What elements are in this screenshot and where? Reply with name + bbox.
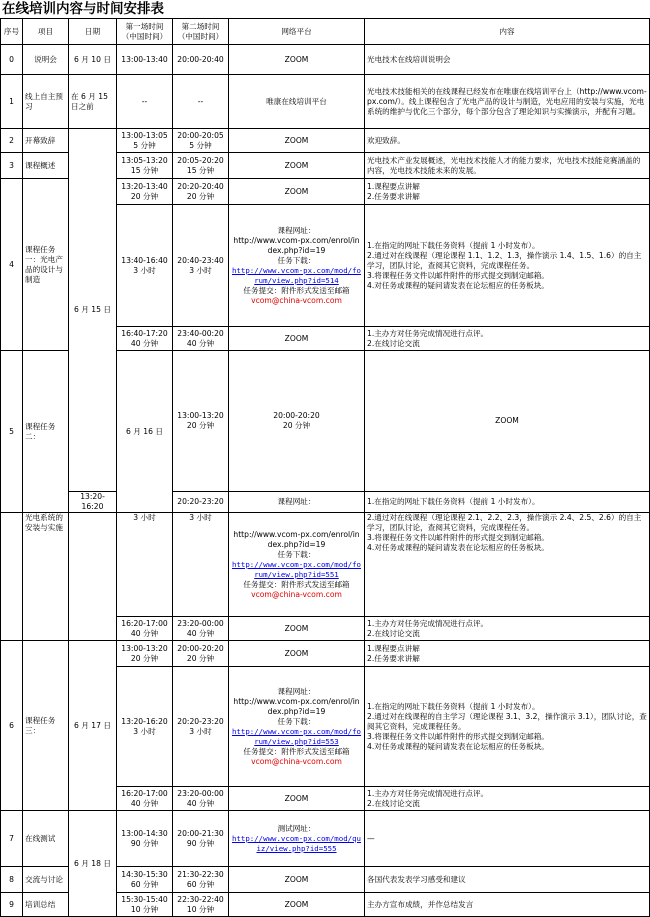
time-range: 20:00-21:30 <box>177 828 224 838</box>
content-cell <box>365 787 650 811</box>
platform-cell <box>229 205 365 327</box>
duration: 20 分钟 <box>186 653 215 663</box>
content-line: 4.对任务或课程的疑问请发表在论坛相应的任务板块。 <box>367 280 549 290</box>
duration: 90 分钟 <box>186 838 215 848</box>
time-range: 20:00-20:20 <box>177 643 224 653</box>
content-cell <box>365 641 650 667</box>
duration: 10 分钟 <box>130 904 159 914</box>
duration: 20 分钟 <box>282 421 311 430</box>
content-line: 2.在线讨论交流 <box>367 338 420 348</box>
time-range: 22:30-22:40 <box>177 894 224 904</box>
duration: 40 分钟 <box>186 338 215 348</box>
content-cell <box>365 617 650 641</box>
platform-cell: 课程网址： <box>229 492 365 513</box>
session2-time <box>173 153 229 179</box>
date-cell: 6 月 18 日 <box>69 811 117 917</box>
content-cell: 光电技术产业发展概述，光电技术技能人才的能力要求，光电技术技能竞赛涵盖的内容，光电技术技能未来的发展。 <box>365 153 650 179</box>
seq-cell: 3 <box>1 153 23 179</box>
download-label: 任务下载： <box>277 716 316 726</box>
date-cell: 6 月 16 日 <box>117 351 173 513</box>
item-cell: 开幕致辞 <box>23 129 69 153</box>
download-link[interactable]: http://www.vcom-px.com/mod/forum/view.php?id=514 <box>231 265 362 285</box>
duration: 20 分钟 <box>130 653 159 663</box>
duration: 3 小时 <box>133 726 156 736</box>
time-range: 13:40-16:40 <box>121 255 168 265</box>
platform-cell: ZOOM <box>229 641 365 667</box>
time-range: 23:40-00:20 <box>177 328 224 338</box>
session2-time <box>173 179 229 205</box>
content-cell <box>365 513 650 617</box>
session2-time <box>173 893 229 917</box>
item-cell: 培训总结 <box>23 893 69 917</box>
content-cell: 光电技术技能相关的在线课程已经发布在唯康在线培训平台上（http://www.vcom-px.com/）。线上课程包含了光电产品的设计与制造，光电应用的安装与实施，光电系统的维护与优化三个部分，每个部分包含了理论知识与实操演示，并配有习题。 <box>365 75 650 129</box>
session2-time <box>229 351 365 492</box>
seq-cell: 1 <box>1 75 23 129</box>
date-cell: 在 6 月 15 日之前 <box>69 75 117 129</box>
content-cell: — <box>365 811 650 867</box>
platform-cell: ZOOM <box>229 617 365 641</box>
content-cell: 主办方宣布成绩，并作总结发言 <box>365 893 650 917</box>
seq-cell: 6 <box>1 641 23 811</box>
session2-time <box>173 641 229 667</box>
time-range: 23:20-00:00 <box>177 618 224 628</box>
content-line: 1.主办方对任务完成情况进行点评。 <box>367 788 489 798</box>
time-range: 13:20-16:20 <box>121 716 168 726</box>
content-line: 2.任务要求讲解 <box>367 653 420 663</box>
time-range: 14:30-15:30 <box>121 869 168 879</box>
duration: 5 分钟 <box>189 140 212 150</box>
duration: 10 分钟 <box>186 904 215 914</box>
platform-cell: ZOOM <box>229 327 365 351</box>
email-address: vcom@china-vcom.com <box>251 295 342 305</box>
header-seq: 序号 <box>1 19 23 45</box>
item-cell: 课程任务一：光电产品的设计与制造 <box>23 179 69 351</box>
time-range: 20:00-20:05 <box>177 130 224 140</box>
duration: 3 小时 <box>133 265 156 275</box>
content-line: 2.在线讨论交流 <box>367 628 420 638</box>
table-row <box>1 492 650 513</box>
session1-time <box>117 327 173 351</box>
submit-label: 任务提交：附件形式发送至邮箱 <box>243 579 350 589</box>
seq-cell: 2 <box>1 129 23 153</box>
date-cell <box>69 513 117 641</box>
session2-time <box>173 867 229 893</box>
session1-time <box>117 893 173 917</box>
time-range: 20:20-23:20 <box>177 716 224 726</box>
seq-cell: 5 <box>1 351 23 513</box>
download-label: 任务下载： <box>277 255 316 265</box>
item-cell: 课程任务二： <box>23 351 69 513</box>
session1-time <box>117 867 173 893</box>
duration: 60 分钟 <box>186 879 215 889</box>
session2-time <box>173 327 229 351</box>
duration: 3 小时 <box>189 726 212 736</box>
content-cell: 光电技术在线培训说明会 <box>365 45 650 75</box>
item-cell: 说明会 <box>23 45 69 75</box>
content-line: 2.在线讨论交流 <box>367 798 420 808</box>
duration: 5 分钟 <box>133 140 156 150</box>
platform-cell: ZOOM <box>229 153 365 179</box>
course-label: 课程网址： <box>277 686 316 696</box>
seq-cell: 0 <box>1 45 23 75</box>
table-row <box>1 811 650 867</box>
table-row <box>1 641 650 667</box>
platform-cell: 唯康在线培训平台 <box>229 75 365 129</box>
session1-time <box>117 205 173 327</box>
content-line: 1.课程要点讲解 <box>367 643 420 653</box>
table-row <box>1 129 650 153</box>
duration: 60 分钟 <box>130 879 159 889</box>
content-line: 1.主办方对任务完成情况进行点评。 <box>367 618 489 628</box>
download-label: 任务下载： <box>277 549 316 559</box>
content-cell <box>365 179 650 205</box>
submit-label: 任务提交：附件形式发送至邮箱 <box>243 746 350 756</box>
content-cell: 欢迎致辞。 <box>365 129 650 153</box>
date-cell: 6 月 17 日 <box>69 641 117 811</box>
duration: 15 分钟 <box>130 165 159 175</box>
time-range: 20:20-20:40 <box>177 181 224 191</box>
session1-time: 3 小时 <box>117 513 173 617</box>
content-cell: 1.在指定的网址下载任务资料（提前 1 小时发布）。 <box>365 492 650 513</box>
platform-cell <box>229 811 365 867</box>
content-line: 3.将课程任务文件以邮件附件的形式提交到制定邮箱。 <box>367 731 549 741</box>
time-range: 13:00-13:20 <box>121 643 168 653</box>
duration: 3 小时 <box>189 265 212 275</box>
course-label: 课程网址： <box>277 225 316 235</box>
session2-time <box>173 129 229 153</box>
content-line: 3.将课程任务文件以邮件附件的形式提交到制定邮箱。 <box>367 533 549 542</box>
table-row <box>1 45 650 75</box>
content-line: 1.在指定的网址下载任务资料（提前 1 小时发布）。 <box>367 701 540 711</box>
schedule-table <box>0 18 650 917</box>
time-range: 16:20-17:00 <box>121 618 168 628</box>
header-session2: 第二场时间（中国时间） <box>173 19 229 45</box>
seq-cell <box>1 513 23 641</box>
test-link[interactable]: http://www.vcom-px.com/mod/quiz/view.php?id=555 <box>231 833 362 853</box>
item-cell: 在线测试 <box>23 811 69 867</box>
duration: 40 分钟 <box>130 628 159 638</box>
course-url: http://www.vcom-px.com/enrol/index.php?id=19 <box>233 529 360 549</box>
platform-cell: ZOOM <box>229 179 365 205</box>
time-range: 21:30-22:30 <box>177 869 224 879</box>
session1-time <box>117 787 173 811</box>
session2-time <box>173 617 229 641</box>
session2-time <box>173 811 229 867</box>
duration: 20 分钟 <box>186 421 215 430</box>
content-line: 4.对任务或课程的疑问请发表在论坛相应的任务板块。 <box>367 741 549 751</box>
duration: 40 分钟 <box>130 798 159 808</box>
platform-cell: ZOOM <box>365 351 650 492</box>
session1-time <box>117 811 173 867</box>
session1-time: 13:00-13:40 <box>117 45 173 75</box>
session2-time: 3 小时 <box>173 513 229 617</box>
seq-cell: 9 <box>1 893 23 917</box>
seq-cell: 7 <box>1 811 23 867</box>
session1-time: 13:20-16:20 <box>69 492 117 513</box>
header-row <box>1 19 650 45</box>
session2-time: -- <box>173 75 229 129</box>
header-session1: 第一场时间（中国时间） <box>117 19 173 45</box>
session1-time <box>117 667 173 787</box>
time-range: 13:00-14:30 <box>121 828 168 838</box>
time-range: 13:00-13:05 <box>121 130 168 140</box>
platform-cell <box>229 667 365 787</box>
item-cell: 课程概述 <box>23 153 69 179</box>
session1-time <box>173 351 229 492</box>
header-date: 日期 <box>69 19 117 45</box>
content-line: 2.通过对在线课程（理论课程 2.1、2.2、2.3，操作演示 2.4、2.5、2.6）的自主学习，团队讨论，查阅其它资料，完成课程任务。 <box>367 513 642 532</box>
session1-time <box>117 641 173 667</box>
header-content: 内容 <box>365 19 650 45</box>
duration: 40 分钟 <box>130 338 159 348</box>
content-line: 2.通过对在线课程（理论课程 1.1、1.2、1.3，操作演示 1.4、1.5、1.6）的自主学习，团队讨论，查阅其它资料，完成课程任务。 <box>367 250 642 270</box>
time-range: 23:20-00:00 <box>177 788 224 798</box>
time-range: 13:00-13:20 <box>177 411 224 420</box>
platform-cell: ZOOM <box>229 129 365 153</box>
duration: 20 分钟 <box>130 191 159 201</box>
email-address: vcom@china-vcom.com <box>251 756 342 766</box>
platform-cell: ZOOM <box>229 867 365 893</box>
session2-time <box>173 667 229 787</box>
page-title: 在线培训内容与时间安排表 <box>2 1 164 17</box>
item-cell: 光电系统的安装与实施 <box>23 513 69 641</box>
duration: 40 分钟 <box>186 798 215 808</box>
duration: 90 分钟 <box>130 838 159 848</box>
header-item: 项目 <box>23 19 69 45</box>
time-range: 16:20-17:00 <box>121 788 168 798</box>
session1-time: -- <box>117 75 173 129</box>
session1-time <box>117 153 173 179</box>
submit-label: 任务提交：附件形式发送至邮箱 <box>243 285 350 295</box>
table-row <box>1 513 650 617</box>
time-range: 20:05-20:20 <box>177 155 224 165</box>
email-address: vcom@china-vcom.com <box>251 589 342 599</box>
test-label: 测试网址： <box>277 823 316 833</box>
platform-cell: ZOOM <box>229 893 365 917</box>
content-cell: 各国代表发表学习感受和建议 <box>365 867 650 893</box>
session1-time <box>117 617 173 641</box>
time-range: 20:40-23:40 <box>177 255 224 265</box>
course-url: http://www.vcom-px.com/enrol/index.php?id=19 <box>233 696 360 716</box>
time-range: 13:05-13:20 <box>121 155 168 165</box>
content-line: 2.通过对在线课程的自主学习（理论课程 3.1、3.2，操作演示 3.1），团队讨论，查阅其它资料，完成课程任务。 <box>367 711 647 731</box>
content-line: 2.任务要求讲解 <box>367 191 420 201</box>
duration: 20 分钟 <box>186 191 215 201</box>
time-range: 16:40-17:20 <box>121 328 168 338</box>
seq-cell: 4 <box>1 179 23 351</box>
time-range: 20:00-20:20 <box>273 411 320 420</box>
content-cell <box>365 327 650 351</box>
item-cell: 线上自主预习 <box>23 75 69 129</box>
item-cell: 交流与讨论 <box>23 867 69 893</box>
session1-time <box>117 179 173 205</box>
content-line: 1.在指定的网址下载任务资料（提前 1 小时发布）。 <box>367 240 540 250</box>
platform-cell <box>229 513 365 617</box>
content-cell <box>365 205 650 327</box>
content-cell <box>365 667 650 787</box>
header-platform: 网络平台 <box>229 19 365 45</box>
platform-cell: ZOOM <box>229 787 365 811</box>
content-line: 3.将课程任务文件以邮件附件的形式提交到制定邮箱。 <box>367 270 549 280</box>
content-line: 1.主办方对任务完成情况进行点评。 <box>367 328 489 338</box>
duration: 15 分钟 <box>186 165 215 175</box>
session2-time: 20:20-23:20 <box>173 492 229 513</box>
session2-time <box>173 205 229 327</box>
time-range: 15:30-15:40 <box>121 894 168 904</box>
seq-cell: 8 <box>1 867 23 893</box>
table-row <box>1 75 650 129</box>
download-link[interactable]: http://www.vcom-px.com/mod/forum/view.php?id=553 <box>231 726 362 746</box>
download-link[interactable]: http://www.vcom-px.com/mod/forum/view.php?id=551 <box>231 559 362 579</box>
duration: 40 分钟 <box>186 628 215 638</box>
date-cell: 6 月 10 日 <box>69 45 117 75</box>
session2-time: 20:00-20:40 <box>173 45 229 75</box>
content-line: 4.对任务或课程的疑问请发表在论坛相应的任务板块。 <box>367 543 549 552</box>
content-line: 1.课程要点讲解 <box>367 181 420 191</box>
item-cell: 课程任务三： <box>23 641 69 811</box>
platform-cell: ZOOM <box>229 45 365 75</box>
date-cell: 6 月 15 日 <box>69 129 117 492</box>
course-url: http://www.vcom-px.com/enrol/index.php?id=19 <box>233 235 360 255</box>
session1-time <box>117 129 173 153</box>
time-range: 13:20-13:40 <box>121 181 168 191</box>
session2-time <box>173 787 229 811</box>
